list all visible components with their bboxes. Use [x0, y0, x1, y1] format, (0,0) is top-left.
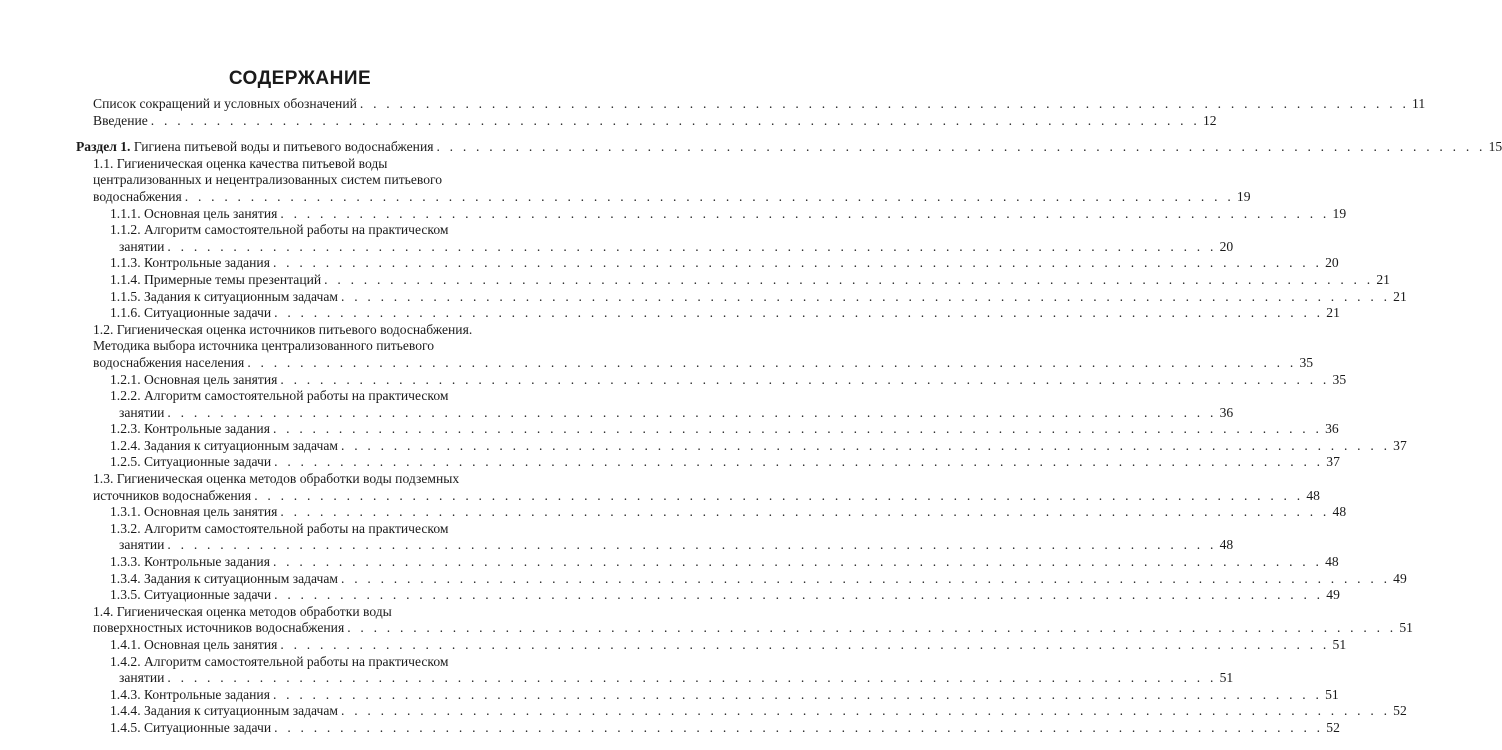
page-number: 51 [1325, 686, 1339, 702]
page-number: 19 [1236, 188, 1251, 204]
toc-entry-title [110, 504, 277, 521]
toc-entry-title [93, 488, 251, 505]
toc-entry-text: 1.4.4. Задания к ситуационным задачам [110, 703, 339, 719]
dot-leader: . . . . . . . . . . . . . . . . . . . . . . . . . . . . . . . . . . . . . . . . . . . . . . . . . . . . . . . . . . . . . . . . . . . . . . . . . . . . . . . . [347, 620, 1397, 636]
dot-leader: . . . . . . . . . . . . . . . . . . . . . . . . . . . . . . . . . . . . . . . . . . . . . . . . . . . . . . . . . . . . . . . . . . . . . . . . . . . . . . . . [272, 554, 1323, 570]
toc-entry-s1-4-1[interactable] [0, 637, 1347, 654]
toc-entry-line [110, 222, 512, 239]
toc-entry-title [110, 720, 271, 737]
dot-leader: . . . . . . . . . . . . . . . . . . . . . . . . . . . . . . . . . . . . . . . . . . . . . . . . . . . . . . . . . . . . . . . . . . . . . . . . . . . . . . . . [150, 112, 1200, 128]
dot-leader: . . . . . . . . . . . . . . . . . . . . . . . . . . . . . . . . . . . . . . . . . . . . . . . . . . . . . . . . . . . . . . . . . . . . . . . . . . . . . . . . [272, 686, 1323, 702]
toc-entry-text: 1.2.1. Основная цель занятия [110, 371, 278, 387]
toc-entry-s1-3-4[interactable] [0, 570, 1407, 588]
toc-entry-title [119, 537, 164, 554]
toc-entry-abbr[interactable] [0, 96, 1426, 113]
dot-leader: . . . . . . . . . . . . . . . . . . . . . . . . . . . . . . . . . . . . . . . . . . . . . . . . . . . . . . . . . . . . . . . . . . . . . . . . . . . . . . . . [167, 238, 1217, 254]
dot-leader: . . . . . . . . . . . . . . . . . . . . . . . . . . . . . . . . . . . . . . . . . . . . . . . . . . . . . . . . . . . . . . . . . . . . . . . . . . . . . . . . [280, 371, 1330, 387]
toc-entry-text: Введение [93, 112, 148, 128]
toc-entry-text: 1.1.4. Примерные темы презентаций [110, 271, 322, 287]
toc-entry-line [110, 521, 512, 538]
toc-entry-text: водоснабжения населения [93, 354, 245, 370]
toc-entry-title [110, 289, 338, 306]
toc-entry-s1-2-4[interactable] [0, 437, 1407, 455]
page-number: 21 [1393, 288, 1407, 304]
toc-entry-line [93, 156, 512, 173]
toc-entry-s1-3-1[interactable] [0, 504, 1347, 521]
toc-entry-s1-4-3[interactable] [0, 686, 1339, 704]
toc-entry-text: Методика выбора источника централизованного питьевого [93, 338, 435, 354]
page-number: 37 [1393, 437, 1407, 453]
toc-entry-text: 1.2.2. Алгоритм самостоятельной работы на практическом [110, 388, 449, 404]
page-number: 35 [1332, 371, 1347, 387]
toc-entry-text: Гигиена питьевой воды и питьевого водоснабжения [133, 139, 434, 155]
table-of-contents [0, 96, 1502, 737]
toc-entry-text: 1.3.4. Задания к ситуационным задачам [110, 570, 339, 586]
toc-entry-text: водоснабжения [93, 188, 182, 204]
toc-entry-s1-2-3[interactable] [0, 421, 1339, 438]
toc-entry-text: Список сокращений и условных обозначений [93, 96, 357, 111]
page-number: 52 [1393, 703, 1407, 719]
page-number: 37 [1326, 454, 1340, 470]
toc-entry-s1-2-1[interactable] [0, 371, 1347, 389]
dot-leader: . . . . . . . . . . . . . . . . . . . . . . . . . . . . . . . . . . . . . . . . . . . . . . . . . . . . . . . . . . . . . . . . . . . . . . . . . . . . . . . . [184, 188, 1234, 204]
dot-leader: . . . . . . . . . . . . . . . . . . . . . . . . . . . . . . . . . . . . . . . . . . . . . . . . . . . . . . . . . . . . . . . . . . . . . . . . . . . . . . . . [167, 537, 1217, 553]
toc-entry-line [93, 338, 512, 355]
toc-entry-text: 1.4.5. Ситуационные задачи [110, 719, 272, 735]
toc-entry-s1-2[interactable] [0, 321, 1314, 372]
toc-entry-s1-3-3[interactable] [0, 554, 1339, 571]
toc-entry-text: централизованных и нецентрализованных систем питьевого [93, 172, 443, 188]
toc-entry-text: занятии [119, 537, 165, 553]
toc-entry-text: 1.4.3. Контрольные задания [110, 686, 270, 702]
dot-leader: . . . . . . . . . . . . . . . . . . . . . . . . . . . . . . . . . . . . . . . . . . . . . . . . . . . . . . . . . . . . . . . . . . . . . . . . . . . . . . . . [341, 703, 1391, 719]
page-number: 48 [1306, 487, 1320, 503]
toc-entry-s1-3-2[interactable] [0, 520, 1234, 554]
page-number: 21 [1326, 305, 1340, 321]
dot-leader: . . . . . . . . . . . . . . . . . . . . . . . . . . . . . . . . . . . . . . . . . . . . . . . . . . . . . . . . . . . . . . . . . . . . . . . . . . . . . . . . [274, 454, 1324, 470]
toc-entry-s1-1-2[interactable] [0, 222, 1234, 255]
toc-entry-s1-1[interactable] [0, 155, 1251, 206]
dot-leader: . . . . . . . . . . . . . . . . . . . . . . . . . . . . . . . . . . . . . . . . . . . . . . . . . . . . . . . . . . . . . . . . . . . . . . . . . . . . . . . . [272, 255, 1323, 271]
toc-entry-text: поверхностных источников водоснабжения [93, 620, 345, 636]
toc-entry-text: 1.1.1. Основная цель занятия [110, 205, 278, 221]
toc-entry-title [110, 421, 270, 438]
toc-entry-title [110, 454, 271, 471]
page-number: 11 [1412, 96, 1426, 111]
toc-entry-sec1[interactable] [0, 139, 1502, 156]
toc-entry-text: 1.4. Гигиеническая оценка методов обработки воды [93, 603, 392, 619]
page-number: 21 [1376, 271, 1390, 287]
toc-entry-title [93, 355, 244, 372]
toc-entry-title [110, 255, 270, 272]
page-title: СОДЕРЖАНИЕ [228, 68, 372, 89]
toc-entry-title [93, 113, 148, 130]
toc-entry-title [110, 438, 338, 455]
toc-entry-s1-2-2[interactable] [0, 388, 1234, 421]
toc-entry-text: 1.3.3. Контрольные задания [110, 554, 270, 570]
toc-entry-title [119, 670, 164, 687]
page-number: 49 [1326, 587, 1340, 603]
toc-entry-s1-4-4[interactable] [0, 703, 1407, 720]
toc-entry-text: 1.2.4. Задания к ситуационным задачам [110, 437, 339, 453]
toc-entry-text: 1.3.5. Ситуационные задачи [110, 587, 272, 603]
page-number: 51 [1332, 637, 1347, 652]
dot-leader: . . . . . . . . . . . . . . . . . . . . . . . . . . . . . . . . . . . . . . . . . . . . . . . . . . . . . . . . . . . . . . . . . . . . . . . . . . . . . . . . [280, 637, 1330, 652]
page-number: 52 [1326, 719, 1340, 735]
toc-entry-title [119, 239, 164, 256]
toc-entry-text: 1.1.5. Задания к ситуационным задачам [110, 288, 339, 304]
toc-entry-text: занятии [119, 670, 165, 686]
toc-entry-s1-4-2[interactable] [0, 653, 1234, 687]
toc-entry-line [110, 388, 512, 405]
toc-entry-title [119, 405, 164, 422]
page-number: 48 [1219, 537, 1234, 553]
dot-leader: . . . . . . . . . . . . . . . . . . . . . . . . . . . . . . . . . . . . . . . . . . . . . . . . . . . . . . . . . . . . . . . . . . . . . . . . . . . . . . . . [436, 139, 1486, 155]
page-number: 20 [1325, 255, 1339, 271]
toc-entry-text: 1.3.2. Алгоритм самостоятельной работы на практическом [110, 520, 449, 536]
toc-entry-s1-1-6[interactable] [0, 305, 1340, 322]
page-number: 51 [1399, 620, 1413, 636]
toc-entry-title [110, 554, 270, 571]
toc-entry-text: 1.2. Гигиеническая оценка источников питьевого водоснабжения. [93, 321, 473, 337]
toc-entry-text: занятии [119, 404, 165, 420]
page-number: 36 [1325, 421, 1339, 437]
page-number: 12 [1202, 112, 1217, 128]
toc-entry-title [93, 620, 344, 637]
toc-entry-s1-1-4[interactable] [0, 271, 1390, 289]
dot-leader: . . . . . . . . . . . . . . . . . . . . . . . . . . . . . . . . . . . . . . . . . . . . . . . . . . . . . . . . . . . . . . . . . . . . . . . . . . . . . . . . [254, 487, 1304, 503]
dot-leader: . . . . . . . . . . . . . . . . . . . . . . . . . . . . . . . . . . . . . . . . . . . . . . . . . . . . . . . . . . . . . . . . . . . . . . . . . . . . . . . . [341, 288, 1391, 304]
toc-entry-title [110, 587, 271, 604]
dot-leader: . . . . . . . . . . . . . . . . . . . . . . . . . . . . . . . . . . . . . . . . . . . . . . . . . . . . . . . . . . . . . . . . . . . . . . . . . . . . . . . . [324, 271, 1374, 287]
toc-entry-title [93, 96, 357, 113]
toc-entry-line [93, 604, 512, 621]
dot-leader: . . . . . . . . . . . . . . . . . . . . . . . . . . . . . . . . . . . . . . . . . . . . . . . . . . . . . . . . . . . . . . . . . . . . . . . . . . . . . . . . [280, 504, 1330, 520]
toc-entry-text: занятии [119, 238, 165, 254]
toc-entry-text: 1.3.1. Основная цель занятия [110, 504, 278, 520]
dot-leader: . . . . . . . . . . . . . . . . . . . . . . . . . . . . . . . . . . . . . . . . . . . . . . . . . . . . . . . . . . . . . . . . . . . . . . . . . . . . . . . . [272, 421, 1323, 437]
toc-entry-text: 1.1.3. Контрольные задания [110, 255, 270, 271]
toc-entry-title [110, 206, 277, 223]
dot-leader: . . . . . . . . . . . . . . . . . . . . . . . . . . . . . . . . . . . . . . . . . . . . . . . . . . . . . . . . . . . . . . . . . . . . . . . . . . . . . . . . [274, 587, 1324, 603]
toc-entry-line [93, 471, 512, 488]
toc-entry-text: 1.1. Гигиеническая оценка качества питьевой воды [93, 155, 388, 171]
toc-entry-s1-2-5[interactable] [0, 454, 1340, 471]
page-number: 15 [1488, 139, 1502, 155]
toc-entry-text: 1.4.2. Алгоритм самостоятельной работы на практическом [110, 653, 449, 669]
toc-entry-line [93, 172, 512, 189]
page-number: 20 [1219, 238, 1234, 254]
section-label: Раздел 1. [76, 139, 134, 155]
toc-entry-title [110, 272, 321, 289]
toc-entry-s1-3[interactable] [0, 471, 1320, 504]
toc-entry-title [110, 637, 277, 654]
toc-entry-text: источников водоснабжения [93, 487, 252, 503]
dot-leader: . . . . . . . . . . . . . . . . . . . . . . . . . . . . . . . . . . . . . . . . . . . . . . . . . . . . . . . . . . . . . . . . . . . . . . . . . . . . . . . . [167, 670, 1217, 686]
toc-entry-title [93, 189, 182, 206]
toc-entry-text: 1.1.2. Алгоритм самостоятельной работы на практическом [110, 222, 449, 238]
toc-entry-text: 1.2.3. Контрольные задания [110, 421, 270, 437]
toc-entry-s1-1-3[interactable] [0, 255, 1339, 272]
toc-entry-title [110, 372, 277, 389]
toc-entry-s1-1-1[interactable] [0, 205, 1347, 223]
dot-leader: . . . . . . . . . . . . . . . . . . . . . . . . . . . . . . . . . . . . . . . . . . . . . . . . . . . . . . . . . . . . . . . . . . . . . . . . . . . . . . . . [359, 96, 1410, 111]
toc-entry-line [110, 654, 512, 671]
page-number: 19 [1332, 205, 1347, 221]
page-number: 49 [1393, 570, 1407, 586]
toc-entry-s1-4-5[interactable] [0, 719, 1340, 737]
toc-entry-title [110, 305, 271, 322]
toc-entry-title [76, 139, 433, 156]
section-gap [0, 129, 600, 139]
toc-entry-title [110, 703, 338, 720]
dot-leader: . . . . . . . . . . . . . . . . . . . . . . . . . . . . . . . . . . . . . . . . . . . . . . . . . . . . . . . . . . . . . . . . . . . . . . . . . . . . . . . . [247, 354, 1297, 370]
toc-entry-line [93, 322, 512, 339]
dot-leader: . . . . . . . . . . . . . . . . . . . . . . . . . . . . . . . . . . . . . . . . . . . . . . . . . . . . . . . . . . . . . . . . . . . . . . . . . . . . . . . . [167, 404, 1217, 420]
page-number: 36 [1219, 404, 1234, 420]
dot-leader: . . . . . . . . . . . . . . . . . . . . . . . . . . . . . . . . . . . . . . . . . . . . . . . . . . . . . . . . . . . . . . . . . . . . . . . . . . . . . . . . [341, 570, 1391, 586]
dot-leader: . . . . . . . . . . . . . . . . . . . . . . . . . . . . . . . . . . . . . . . . . . . . . . . . . . . . . . . . . . . . . . . . . . . . . . . . . . . . . . . . [274, 719, 1324, 735]
page-number: 51 [1219, 670, 1234, 686]
toc-entry-text: 1.2.5. Ситуационные задачи [110, 454, 272, 470]
dot-leader: . . . . . . . . . . . . . . . . . . . . . . . . . . . . . . . . . . . . . . . . . . . . . . . . . . . . . . . . . . . . . . . . . . . . . . . . . . . . . . . . [280, 205, 1330, 221]
dot-leader: . . . . . . . . . . . . . . . . . . . . . . . . . . . . . . . . . . . . . . . . . . . . . . . . . . . . . . . . . . . . . . . . . . . . . . . . . . . . . . . . [341, 437, 1391, 453]
toc-entry-s1-1-5[interactable] [0, 288, 1407, 306]
toc-entry-text: 1.1.6. Ситуационные задачи [110, 305, 272, 321]
toc-entry-s1-4[interactable] [0, 603, 1413, 637]
toc-entry-text: 1.4.1. Основная цель занятия [110, 637, 278, 652]
page-number: 48 [1325, 554, 1339, 570]
page-number: 48 [1332, 504, 1347, 520]
toc-entry-intro[interactable] [0, 112, 1217, 130]
toc-entry-title [110, 571, 338, 588]
toc-entry-s1-3-5[interactable] [0, 587, 1340, 604]
dot-leader: . . . . . . . . . . . . . . . . . . . . . . . . . . . . . . . . . . . . . . . . . . . . . . . . . . . . . . . . . . . . . . . . . . . . . . . . . . . . . . . . [274, 305, 1324, 321]
page-number: 35 [1299, 354, 1314, 370]
toc-entry-title [110, 687, 270, 704]
toc-entry-text: 1.3. Гигиеническая оценка методов обработки воды подземных [93, 471, 460, 487]
